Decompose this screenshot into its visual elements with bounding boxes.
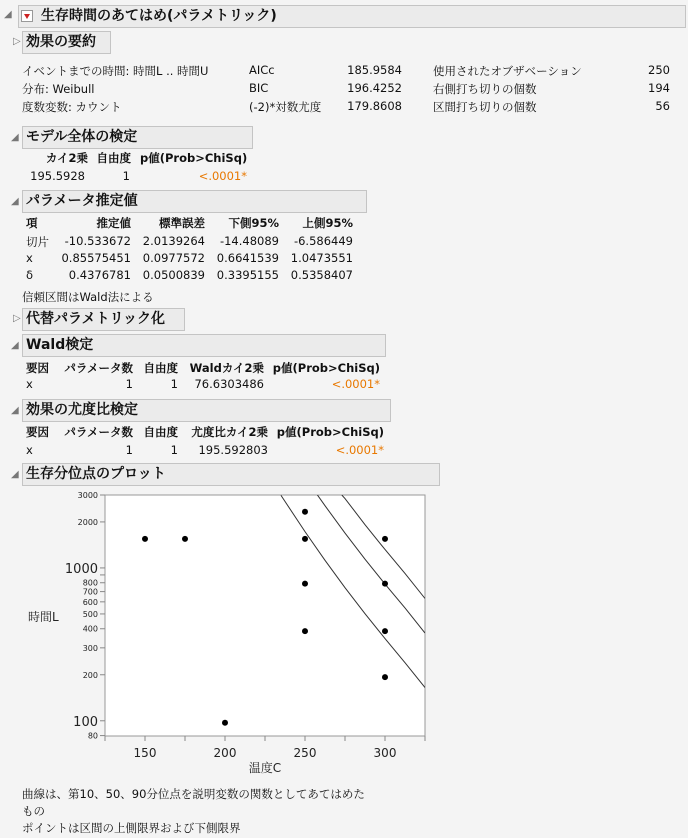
y-tick-label: 500: [82, 609, 98, 619]
data-point: [182, 536, 188, 542]
term-cell: δ: [26, 268, 34, 282]
data-point: [142, 536, 148, 542]
data-point: [302, 628, 308, 634]
column-header: 自由度: [96, 151, 131, 165]
survival-quantile-plot: [0, 485, 460, 785]
distribution-text: 分布: Weibull: [22, 82, 95, 96]
value-cell: 76.6303486: [194, 377, 264, 391]
value-cell: 2.0139264: [142, 234, 205, 248]
collapse-triangle-icon[interactable]: ◢: [11, 196, 19, 207]
column-header: パラメータ数: [64, 361, 133, 375]
data-point: [382, 581, 388, 587]
plot-frame: [105, 495, 425, 736]
footer-note: もの: [22, 804, 45, 818]
whole-model-header-label: モデル全体の検定: [26, 129, 138, 145]
value-cell: 0.0977572: [142, 251, 205, 265]
plot-header-label: 生存分位点のプロット: [26, 466, 166, 482]
value-cell: 0.3395155: [216, 268, 279, 282]
count-label: 区間打ち切りの個数: [433, 100, 537, 114]
column-header: 下側95%: [228, 216, 279, 230]
factor-cell: x: [26, 443, 33, 457]
data-point: [302, 581, 308, 587]
expand-triangle-icon[interactable]: ▷: [13, 36, 21, 47]
column-header: p値(Prob>ChiSq): [272, 361, 380, 375]
p-value: <.0001*: [331, 377, 380, 391]
x-axis-label: 温度C: [248, 761, 282, 775]
value-cell: 0.0500839: [142, 268, 205, 282]
x-tick-label: 250: [293, 746, 317, 760]
column-header: パラメータ数: [64, 425, 133, 439]
column-header: p値(Prob>ChiSq): [140, 151, 248, 165]
y-tick-label: 100: [73, 714, 98, 730]
term-cell: x: [26, 251, 33, 265]
value-cell: 1.0473551: [290, 251, 353, 265]
p-value: <.0001*: [335, 443, 384, 457]
value-cell: 0.4376781: [68, 268, 131, 282]
wald-test-header[interactable]: [22, 334, 386, 357]
column-header: 要因: [26, 361, 49, 375]
count-value: 250: [648, 63, 670, 77]
value-cell: -14.48089: [219, 234, 279, 248]
stat-value: 185.9584: [347, 63, 402, 77]
title-text: 生存時間のあてはめ(パラメトリック): [41, 8, 277, 24]
value-cell: -10.533672: [64, 234, 131, 248]
footer-note: 曲線は、第10、50、90分位点を説明変数の関数としてあてはめた: [22, 787, 365, 801]
column-header: 尤度比カイ2乗: [191, 425, 268, 439]
y-tick-label: 200: [82, 670, 98, 680]
value-cell: 0.85575451: [61, 251, 131, 265]
lr-header-label: 効果の尤度比検定: [26, 402, 138, 418]
y-tick-label: 800: [82, 578, 98, 588]
y-tick-label: 2000: [77, 517, 98, 527]
collapse-triangle-icon[interactable]: ◢: [4, 9, 12, 20]
stat-label: AICc: [249, 63, 275, 77]
x-tick-label: 300: [373, 746, 397, 760]
df-value: 1: [122, 169, 130, 183]
footer-note: ポイントは区間の上側限界および下側限界: [22, 821, 241, 835]
column-header: p値(Prob>ChiSq): [276, 425, 384, 439]
ci-note: 信頼区間はWald法による: [22, 290, 154, 304]
data-point: [302, 509, 308, 515]
collapse-triangle-icon[interactable]: ◢: [11, 469, 19, 480]
column-header: Waldカイ2乗: [189, 361, 264, 375]
term-cell: 切片: [26, 235, 49, 249]
data-point: [382, 536, 388, 542]
red-triangle-menu-icon[interactable]: [21, 10, 33, 22]
stat-label: (-2)*対数尤度: [249, 100, 322, 114]
report-title: [18, 5, 686, 28]
collapse-triangle-icon[interactable]: ◢: [11, 132, 19, 143]
lr-test-header[interactable]: [22, 399, 391, 422]
column-header: カイ2乗: [45, 151, 88, 165]
alt-header-label: 代替パラメトリック化: [26, 311, 166, 327]
y-tick-label: 300: [82, 643, 98, 653]
event-time-text: イベントまでの時間: 時間L .. 時間U: [22, 64, 209, 78]
params-header-label: パラメータ推定値: [26, 193, 138, 209]
value-cell: 1: [125, 377, 133, 391]
stat-value: 179.8608: [347, 99, 402, 113]
value-cell: 1: [170, 377, 178, 391]
x-tick-label: 200: [213, 746, 237, 760]
value-cell: 0.5358407: [290, 268, 353, 282]
y-tick-label: 700: [82, 587, 98, 597]
y-tick-label: 400: [82, 624, 98, 634]
column-header: 推定値: [96, 216, 131, 230]
value-cell: 1: [170, 443, 178, 457]
p-value: <.0001*: [198, 169, 247, 183]
column-header: 項: [26, 216, 38, 230]
count-value: 194: [648, 81, 670, 95]
value-cell: 1: [125, 443, 133, 457]
count-value: 56: [655, 99, 670, 113]
stat-value: 196.4252: [347, 81, 402, 95]
y-tick-label: 80: [87, 731, 98, 741]
y-axis-label: 時間L: [28, 610, 59, 624]
whole-model-header[interactable]: [22, 126, 253, 149]
collapse-triangle-icon[interactable]: ◢: [11, 340, 19, 351]
stat-label: BIC: [249, 81, 269, 95]
count-label: 使用されたオブザベーション: [433, 64, 582, 78]
value-cell: -6.586449: [293, 234, 353, 248]
count-label: 右側打ち切りの個数: [433, 82, 537, 96]
factor-cell: x: [26, 377, 33, 391]
expand-triangle-icon[interactable]: ▷: [13, 313, 21, 324]
column-header: 自由度: [143, 425, 178, 439]
column-header: 標準誤差: [159, 216, 205, 230]
chisq-value: 195.5928: [30, 169, 85, 183]
x-tick-label: 150: [133, 746, 157, 760]
data-point: [382, 628, 388, 634]
y-tick-label: 3000: [77, 491, 98, 500]
summary-header-label: 効果の要約: [26, 34, 96, 50]
column-header: 要因: [26, 425, 49, 439]
freq-var-text: 度数変数: カウント: [22, 100, 122, 114]
quantile-plot-header[interactable]: [22, 463, 440, 486]
collapse-triangle-icon[interactable]: ◢: [11, 405, 19, 416]
value-cell: 0.6641539: [216, 251, 279, 265]
data-point: [382, 674, 388, 680]
wald-header-label: Wald検定: [26, 337, 94, 353]
parameter-estimates-header[interactable]: [22, 190, 367, 213]
y-tick-label: 1000: [64, 561, 98, 577]
value-cell: 195.592803: [198, 443, 268, 457]
y-tick-label: 600: [82, 597, 98, 607]
summary-header[interactable]: [22, 31, 111, 54]
alt-param-header[interactable]: [22, 308, 185, 331]
data-point: [302, 536, 308, 542]
column-header: 自由度: [143, 361, 178, 375]
data-point: [222, 720, 228, 726]
column-header: 上側95%: [302, 216, 353, 230]
